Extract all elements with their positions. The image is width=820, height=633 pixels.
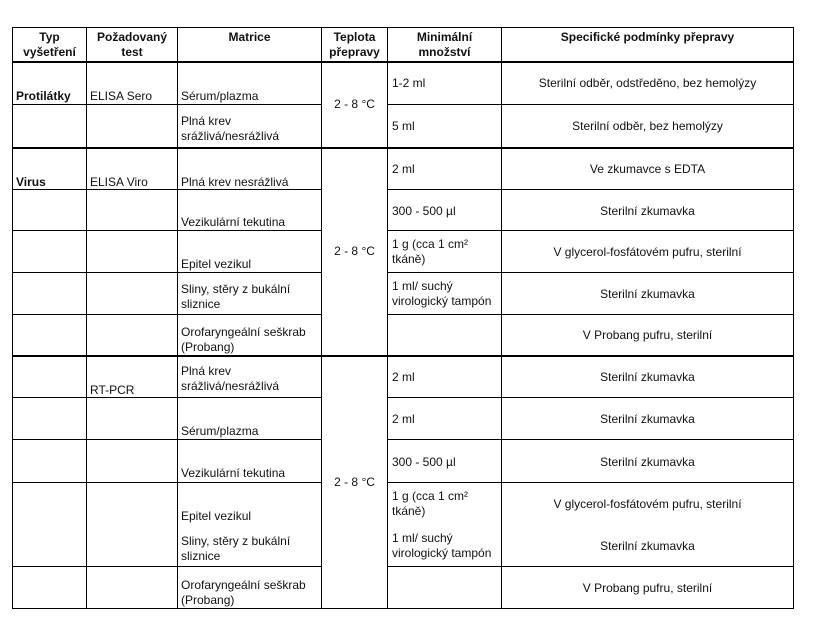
cell-mnozstvi: [392, 279, 491, 309]
section-test-elisa-sero: ELISA Sero: [90, 89, 153, 103]
cell-line: 1 g (cca 1 cm²: [392, 489, 469, 503]
header-line: Teplota: [333, 30, 376, 44]
cell-line: srážlivá/nesrážlivá: [181, 129, 280, 143]
row-divider: [12, 314, 322, 315]
col-divider-4: [387, 27, 388, 609]
cell-line: tkáně): [392, 504, 426, 518]
cell-matrice: [181, 325, 306, 355]
cell-line: tkáně): [392, 252, 426, 266]
cell-matrice: [181, 114, 279, 144]
header-line: test: [121, 45, 143, 59]
cell-matrice: Vezikulární tekutina: [181, 215, 286, 229]
table-border-right: [793, 27, 794, 609]
cell-matrice: Vezikulární tekutina: [181, 466, 286, 480]
cell-matrice: Epitel vezikul: [181, 509, 252, 523]
cell-line: Sliny, stěry z bukální: [181, 282, 291, 296]
row-divider: [387, 397, 794, 398]
cell-matrice: Sérum/plazma: [181, 89, 259, 103]
cell-mnozstvi: 300 - 500 µl: [392, 455, 456, 469]
cell-podminky: V glycerol-fosfátovém pufru, sterilní: [553, 497, 742, 511]
header-line: Minimální: [416, 30, 473, 44]
cell-mnozstvi: [392, 489, 468, 519]
cell-line: virologický tampón: [392, 546, 492, 560]
section-test-elisa-viro: ELISA Viro: [90, 175, 148, 189]
cell-line: 1 ml/ suchý: [392, 531, 453, 545]
cell-mnozstvi: 2 ml: [392, 370, 415, 384]
header-pozadovany-test: [87, 30, 177, 60]
cell-line: sliznice: [181, 297, 221, 311]
col-divider-3: [321, 27, 322, 609]
cell-line: (Probang): [181, 593, 235, 607]
cell-matrice: [181, 364, 279, 394]
row-divider: [387, 230, 794, 231]
cell-line: (Probang): [181, 340, 235, 354]
table-border-bottom: [12, 608, 794, 609]
table-border-left: [12, 27, 13, 609]
col-divider-5: [501, 27, 502, 609]
section-divider: [12, 147, 794, 149]
cell-mnozstvi: [392, 531, 491, 561]
cell-line: sliznice: [181, 549, 221, 563]
cell-podminky: Sterilní zkumavka: [600, 370, 695, 384]
section-typ-virus: Virus: [16, 175, 46, 189]
row-divider: [387, 314, 794, 315]
cell-line: 1 g (cca 1 cm²: [392, 237, 469, 251]
col-divider-2: [177, 27, 178, 609]
cell-line: Plná krev: [181, 114, 232, 128]
cell-mnozstvi: 5 ml: [392, 119, 415, 133]
cell-line: 1 ml/ suchý: [392, 279, 453, 293]
cell-podminky: V Probang pufru, sterilní: [582, 581, 713, 595]
cell-podminky: Ve zkumavce s EDTA: [589, 162, 706, 176]
header-line: přepravy: [329, 45, 380, 59]
cell-line: virologický tampón: [392, 294, 492, 308]
cell-podminky: Sterilní zkumavka: [600, 539, 695, 553]
cell-matrice: [181, 282, 290, 312]
section-typ-protilatky: Protilátky: [16, 89, 71, 103]
row-divider: [387, 189, 794, 190]
row-divider: [387, 482, 794, 483]
section-test-rt-pcr: RT-PCR: [90, 383, 135, 397]
cell-mnozstvi: 2 ml: [392, 412, 415, 426]
cell-podminky: Sterilní zkumavka: [600, 204, 695, 218]
cell-line: Plná krev: [181, 364, 232, 378]
cell-matrice: Epitel vezikul: [181, 257, 252, 271]
cell-line: srážlivá/nesrážlivá: [181, 379, 280, 393]
cell-podminky: Sterilní zkumavka: [600, 287, 695, 301]
section-temperature: 2 - 8 °C: [334, 244, 375, 258]
cell-podminky: V Probang pufru, sterilní: [582, 328, 713, 342]
table-border-top: [12, 27, 794, 28]
row-divider: [387, 104, 794, 105]
row-divider: [12, 397, 322, 398]
cell-matrice: Sérum/plazma: [181, 424, 259, 438]
section-temperature: 2 - 8 °C: [334, 97, 375, 111]
cell-line: Orofaryngeální seškrab: [181, 578, 306, 592]
row-divider: [12, 566, 322, 567]
cell-podminky: Sterilní zkumavka: [600, 412, 695, 426]
header-specificke-podminky: Specifické podmínky přepravy: [560, 30, 735, 44]
cell-matrice: [181, 578, 306, 608]
cell-podminky: Sterilní odběr, bez hemolýzy: [572, 119, 723, 133]
header-line: Typ: [39, 30, 60, 44]
row-divider: [12, 482, 322, 483]
header-teplota-prepravy: [322, 30, 387, 60]
header-minimalni-mnozstvi: [388, 30, 501, 60]
cell-mnozstvi: 300 - 500 µl: [392, 204, 456, 218]
header-line: množství: [418, 45, 471, 59]
cell-line: Orofaryngeální seškrab: [181, 325, 306, 339]
row-divider: [12, 272, 322, 273]
header-divider: [12, 61, 794, 63]
row-divider: [387, 272, 794, 273]
section-temperature: 2 - 8 °C: [334, 475, 375, 489]
cell-mnozstvi: 2 ml: [392, 162, 415, 176]
row-divider: [387, 566, 794, 567]
header-line: Požadovaný: [96, 30, 168, 44]
cell-matrice: Plná krev nesrážlivá: [181, 175, 289, 189]
row-divider: [387, 439, 794, 440]
cell-mnozstvi: 1-2 ml: [392, 76, 426, 90]
header-line: vyšetření: [23, 45, 76, 59]
section-divider: [12, 355, 794, 357]
cell-matrice: [181, 534, 290, 564]
cell-podminky: Sterilní zkumavka: [600, 455, 695, 469]
row-divider: [12, 230, 322, 231]
header-typ-vysetreni: [13, 30, 86, 60]
cell-podminky: Sterilní odběr, odstředěno, bez hemolýzy: [538, 76, 757, 90]
cell-line: Sliny, stěry z bukální: [181, 534, 291, 548]
col-divider-1: [86, 27, 87, 609]
cell-mnozstvi: [392, 237, 468, 267]
row-divider: [12, 439, 322, 440]
cell-podminky: V glycerol-fosfátovém pufru, sterilní: [553, 245, 742, 259]
row-divider: [12, 104, 322, 105]
header-matrice: Matrice: [228, 30, 271, 44]
